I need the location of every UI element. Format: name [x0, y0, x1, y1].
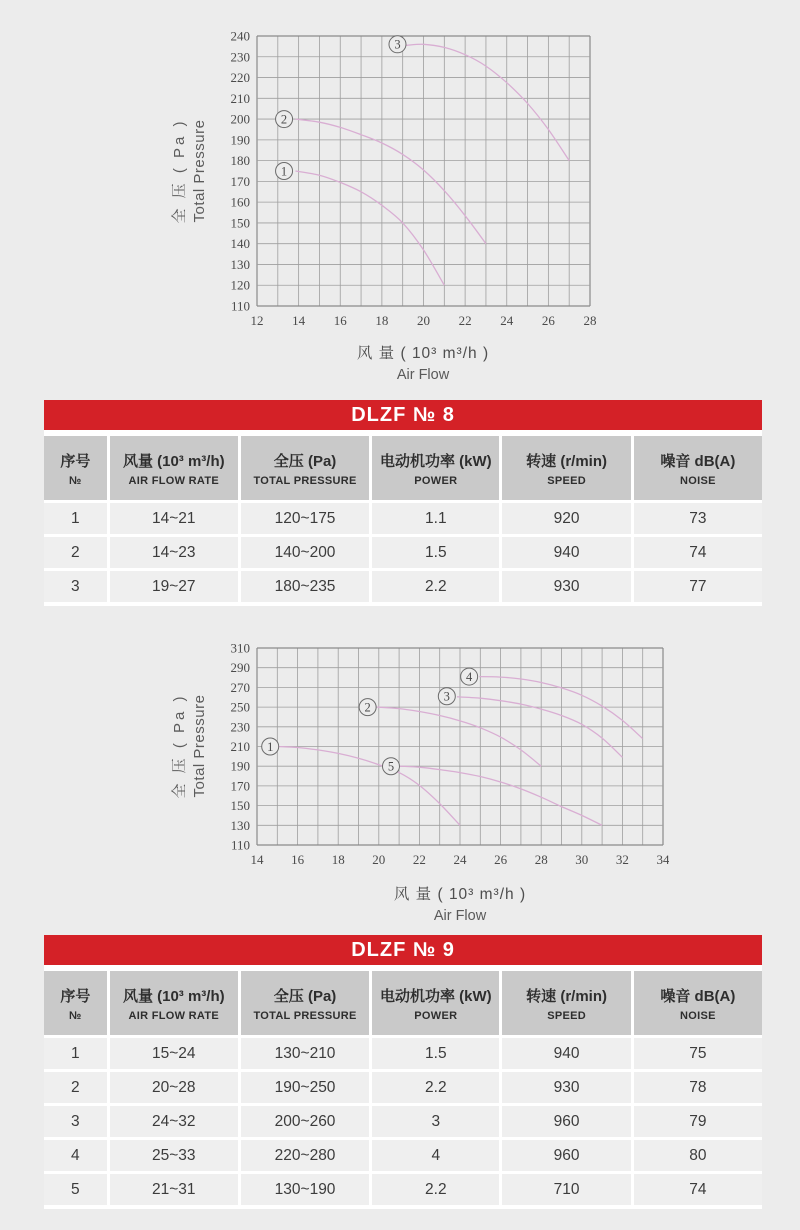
x-tick-label: 16 — [291, 852, 305, 867]
x-axis-label — [310, 882, 610, 924]
y-tick-label: 140 — [230, 236, 250, 252]
column-header-en: NOISE — [679, 1009, 716, 1022]
fan-performance-chart-dlzf8 — [219, 26, 596, 336]
column-header-en: № — [69, 474, 82, 487]
y-tick-label: 210 — [230, 739, 250, 754]
column-header — [372, 971, 499, 1035]
y-tick-label: 270 — [230, 679, 250, 695]
y-tick-label: 160 — [230, 194, 250, 210]
performance-curve-5 — [400, 766, 602, 825]
table-cell: 1 — [44, 503, 107, 534]
y-tick-label: 230 — [230, 719, 250, 735]
x-tick-label: 22 — [458, 313, 472, 328]
table-cell: 4 — [372, 1140, 499, 1171]
table-cell: 1.1 — [372, 503, 499, 534]
y-tick-label: 180 — [230, 153, 250, 169]
table-cell: 14~23 — [110, 537, 238, 568]
spec-table-grid — [44, 971, 762, 1205]
y-tick-label: 240 — [230, 28, 250, 44]
y-tick-label: 110 — [230, 837, 250, 853]
y-axis-label-en: Total Pressure — [191, 119, 208, 223]
table-cell: 140~200 — [241, 537, 369, 568]
column-header — [110, 971, 238, 1035]
column-header-cn: 全压 (Pa) — [273, 452, 337, 470]
y-tick-label: 310 — [230, 640, 250, 656]
column-header — [634, 971, 762, 1035]
column-header-en: AIR FLOW RATE — [128, 474, 220, 487]
table-cell: 710 — [502, 1174, 630, 1205]
y-axis-label-cn: 全 压 ( Pa ) — [171, 118, 188, 224]
column-header — [241, 436, 369, 500]
table-cell: 130~210 — [241, 1038, 369, 1069]
table-cell: 75 — [634, 1038, 762, 1069]
table-cell: 120~175 — [241, 503, 369, 534]
x-tick-label: 32 — [615, 852, 629, 867]
x-tick-label: 20 — [372, 852, 386, 867]
table-cell: 15~24 — [110, 1038, 238, 1069]
y-tick-label: 110 — [230, 298, 250, 314]
table-cell: 190~250 — [241, 1072, 369, 1103]
column-header-en: AIR FLOW RATE — [128, 1009, 220, 1022]
y-axis-label — [165, 646, 211, 846]
x-tick-label: 28 — [534, 852, 548, 867]
y-tick-label: 150 — [230, 215, 250, 231]
curve-label-number-3: 3 — [394, 37, 401, 52]
table-cell: 2 — [44, 1072, 107, 1103]
y-tick-label: 130 — [230, 256, 250, 272]
y-axis-label-en: Total Pressure — [191, 694, 208, 798]
table-cell: 3 — [44, 571, 107, 602]
column-header-en: SPEED — [547, 474, 586, 487]
column-header — [110, 436, 238, 500]
table-cell: 960 — [502, 1140, 630, 1171]
column-header-cn: 噪音 dB(A) — [660, 987, 736, 1005]
column-header-en: TOTAL PRESSURE — [253, 1009, 357, 1022]
table-cell: 24~32 — [110, 1106, 238, 1137]
y-tick-label: 290 — [230, 660, 250, 676]
performance-curve-3 — [406, 44, 569, 160]
table-cell: 2.2 — [372, 571, 499, 602]
x-tick-label: 18 — [375, 313, 389, 328]
y-tick-label: 170 — [230, 173, 250, 189]
table-cell: 1.5 — [372, 537, 499, 568]
curve-label-number-2: 2 — [280, 112, 288, 127]
column-header — [44, 971, 107, 1035]
y-tick-label: 170 — [230, 778, 250, 794]
y-tick-label: 200 — [230, 111, 250, 127]
x-tick-label: 22 — [412, 852, 426, 867]
y-tick-label: 210 — [230, 90, 250, 106]
table-cell: 180~235 — [241, 571, 369, 602]
x-axis-label-cn: 风 量 ( 10³ m³/h ) — [393, 886, 527, 903]
column-header-en: SPEED — [547, 1009, 586, 1022]
x-tick-label: 34 — [656, 852, 669, 867]
table-cell: 78 — [634, 1072, 762, 1103]
table-cell: 920 — [502, 503, 630, 534]
column-header-cn: 转速 (r/min) — [526, 987, 608, 1005]
table-cell: 2 — [44, 537, 107, 568]
column-header — [44, 436, 107, 500]
table-cell: 25~33 — [110, 1140, 238, 1171]
x-axis-label-en: Air Flow — [396, 367, 450, 383]
x-tick-label: 24 — [500, 313, 514, 328]
performance-curve-2 — [377, 707, 541, 766]
column-header-cn: 电动机功率 (kW) — [379, 452, 492, 470]
table-cell: 960 — [502, 1106, 630, 1137]
table-title-bar: DLZF № 9 — [44, 935, 762, 965]
table-cell: 930 — [502, 571, 630, 602]
table-cell: 200~260 — [241, 1106, 369, 1137]
y-tick-label: 190 — [230, 132, 250, 148]
table-cell: 2.2 — [372, 1174, 499, 1205]
table-cell: 19~27 — [110, 571, 238, 602]
table-cell: 2.2 — [372, 1072, 499, 1103]
y-tick-label: 130 — [230, 817, 250, 833]
table-cell: 80 — [634, 1140, 762, 1171]
column-header — [502, 436, 630, 500]
table-cell: 14~21 — [110, 503, 238, 534]
curve-label-number-5: 5 — [387, 759, 395, 774]
x-tick-label: 26 — [494, 852, 508, 867]
x-tick-label: 14 — [250, 852, 264, 867]
curve-label-number-1: 1 — [267, 739, 274, 754]
column-header-cn: 序号 — [60, 987, 91, 1005]
y-axis-label — [165, 71, 211, 271]
table-cell: 73 — [634, 503, 762, 534]
performance-curve-4 — [479, 677, 642, 739]
table-title-bar: DLZF № 8 — [44, 400, 762, 430]
table-cell: 940 — [502, 537, 630, 568]
y-tick-label: 250 — [230, 699, 250, 715]
table-cell: 4 — [44, 1140, 107, 1171]
column-header-en: № — [69, 1009, 82, 1022]
table-cell: 1 — [44, 1038, 107, 1069]
y-tick-label: 220 — [230, 70, 250, 86]
x-tick-label: 14 — [292, 313, 306, 328]
table-cell: 3 — [44, 1106, 107, 1137]
spec-table-dlzf8 — [44, 400, 762, 606]
column-header-cn: 风量 (10³ m³/h) — [122, 452, 225, 470]
column-header — [634, 436, 762, 500]
x-tick-label: 26 — [541, 313, 555, 328]
column-header-cn: 转速 (r/min) — [526, 452, 608, 470]
column-header — [372, 436, 499, 500]
y-tick-label: 230 — [230, 49, 250, 65]
column-header-en: NOISE — [679, 474, 716, 487]
x-tick-label: 16 — [333, 313, 347, 328]
table-cell: 5 — [44, 1174, 107, 1205]
x-axis-label-cn: 风 量 ( 10³ m³/h ) — [356, 345, 490, 362]
spec-table-grid — [44, 436, 762, 602]
y-tick-label: 120 — [230, 277, 250, 293]
column-header-cn: 风量 (10³ m³/h) — [122, 987, 225, 1005]
spec-table-dlzf9 — [44, 935, 762, 1209]
table-cell: 1.5 — [372, 1038, 499, 1069]
x-axis-label-en: Air Flow — [433, 908, 487, 924]
table-cell: 3 — [372, 1106, 499, 1137]
column-header-en: TOTAL PRESSURE — [253, 474, 357, 487]
table-cell: 79 — [634, 1106, 762, 1137]
table-cell: 20~28 — [110, 1072, 238, 1103]
table-cell: 930 — [502, 1072, 630, 1103]
column-header-en: POWER — [414, 474, 458, 487]
curve-label-number-1: 1 — [280, 164, 288, 179]
x-tick-label: 24 — [453, 852, 467, 867]
table-cell: 220~280 — [241, 1140, 369, 1171]
y-tick-label: 150 — [230, 798, 250, 814]
table-cell: 21~31 — [110, 1174, 238, 1205]
column-header-cn: 全压 (Pa) — [273, 987, 337, 1005]
table-cell: 74 — [634, 1174, 762, 1205]
x-tick-label: 18 — [331, 852, 345, 867]
column-header-cn: 噪音 dB(A) — [660, 452, 736, 470]
fan-performance-chart-dlzf9 — [219, 638, 669, 875]
x-axis-label — [273, 341, 573, 383]
x-tick-label: 30 — [575, 852, 589, 867]
y-tick-label: 190 — [230, 758, 250, 774]
table-cell: 77 — [634, 571, 762, 602]
column-header — [241, 971, 369, 1035]
curve-label-number-4: 4 — [466, 669, 473, 684]
curve-label-number-2: 2 — [364, 700, 371, 715]
performance-curve-1 — [296, 171, 445, 285]
column-header — [502, 971, 630, 1035]
column-header-en: POWER — [414, 1009, 458, 1022]
table-cell: 74 — [634, 537, 762, 568]
table-cell: 130~190 — [241, 1174, 369, 1205]
column-header-cn: 序号 — [60, 452, 91, 470]
y-axis-label-cn: 全 压 ( Pa ) — [171, 693, 188, 799]
x-tick-label: 28 — [583, 313, 596, 328]
column-header-cn: 电动机功率 (kW) — [379, 987, 492, 1005]
table-cell: 940 — [502, 1038, 630, 1069]
x-tick-label: 20 — [417, 313, 430, 328]
x-tick-label: 12 — [250, 313, 264, 328]
curve-label-number-3: 3 — [443, 689, 450, 704]
